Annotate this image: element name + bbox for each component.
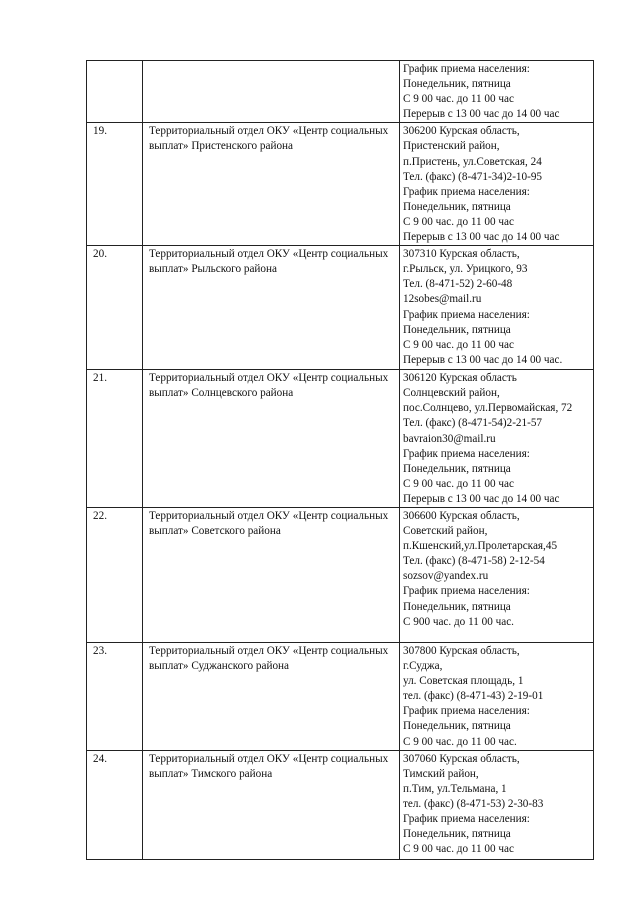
contact-line: С 9 00 час. до 11 00 час [403, 215, 514, 228]
table-row [87, 123, 594, 246]
office-contacts [400, 507, 594, 642]
office-contacts [400, 370, 594, 508]
contact-line: График приема населения: [403, 705, 530, 718]
contact-line: Понедельник, пятница [403, 720, 511, 733]
email-link[interactable]: 12sobes@mail.ru [403, 293, 482, 306]
row-number: 22. [87, 507, 143, 642]
contact-line: 306200 Курская область, [403, 125, 520, 138]
office-name: Территориальный отдел ОКУ «Центр социальных выплат» Советского района [143, 507, 400, 642]
contact-line: График приема населения: [403, 585, 530, 598]
contact-line: С 9 00 час. до 11 00 час [403, 93, 514, 106]
contact-line: Понедельник, пятница [403, 462, 511, 475]
office-name: Территориальный отдел ОКУ «Центр социальных выплат» Рыльского района [143, 246, 400, 370]
contact-line: г.Суджа, [403, 660, 443, 673]
contact-line: Тел. (факс) (8-471-58) 2-12-54 [403, 555, 545, 568]
offices-table [86, 60, 594, 860]
contact-line: График приема населения: [403, 308, 530, 321]
contact-line: Солнцевский район, [403, 387, 500, 400]
contact-line: Перерыв с 13 00 час до 14 00 час [403, 108, 560, 121]
contact-line: п.Тим, ул.Тельмана, 1 [403, 782, 507, 795]
office-name: Территориальный отдел ОКУ «Центр социальных выплат» Тимского района [143, 750, 400, 859]
contact-line: С 9 00 час. до 11 00 час [403, 843, 514, 856]
office-contacts [400, 61, 594, 123]
office-name: Территориальный отдел ОКУ «Центр социальных выплат» Суджанского района [143, 642, 400, 750]
contact-line: Понедельник, пятница [403, 78, 511, 91]
contact-line: Тел. (факс) (8-471-54)2-21-57 [403, 417, 543, 430]
row-number: 19. [87, 123, 143, 246]
contact-line: Советский район, [403, 525, 488, 538]
contact-line: Тимский район, [403, 767, 479, 780]
table-row [87, 370, 594, 508]
office-contacts [400, 246, 594, 370]
office-contacts [400, 750, 594, 859]
office-name: Территориальный отдел ОКУ «Центр социальных выплат» Солнцевского района [143, 370, 400, 508]
row-number: 23. [87, 642, 143, 750]
contact-line: ул. Советская площадь, 1 [403, 675, 524, 688]
contact-line: пос.Солнцево, ул.Первомайская, 72 [403, 402, 573, 415]
row-number: 21. [87, 370, 143, 508]
contact-line: Пристенский район, [403, 140, 500, 153]
contact-line: График приема населения: [403, 447, 530, 460]
contact-line: Понедельник, пятница [403, 828, 511, 841]
office-contacts [400, 642, 594, 750]
contact-line: Понедельник, пятница [403, 323, 511, 336]
email-link[interactable]: bavraion30@mail.ru [403, 432, 496, 445]
table-row [87, 61, 594, 123]
contact-line: Понедельник, пятница [403, 200, 511, 213]
contact-line: Тел. (факс) (8-471-34)2-10-95 [403, 170, 543, 183]
row-number [87, 61, 143, 123]
contact-line: Тел. (8-471-52) 2-60-48 [403, 278, 513, 291]
contact-line: С 9 00 час. до 11 00 час [403, 477, 514, 490]
row-number: 20. [87, 246, 143, 370]
table-row [87, 750, 594, 859]
contact-line: С 900 час. до 11 00 час. [403, 615, 514, 628]
contact-line: Перерыв с 13 00 час до 14 00 час [403, 231, 560, 244]
table-row [87, 642, 594, 750]
contact-line: График приема населения: [403, 185, 530, 198]
email-link[interactable]: sozsov@yandex.ru [403, 570, 489, 583]
contact-line: п.Кшенский,ул.Пролетарская,45 [403, 540, 558, 553]
contact-line: График приема населения: [403, 63, 530, 75]
table-row [87, 507, 594, 642]
contact-line: График приема населения: [403, 813, 530, 825]
contact-line: 307060 Курская область, [403, 752, 520, 765]
contact-line: 306120 Курская область [403, 372, 517, 385]
contact-line: С 9 00 час. до 11 00 час. [403, 735, 517, 748]
contact-line: тел. (факс) (8-471-53) 2-30-83 [403, 797, 544, 810]
table-row [87, 246, 594, 370]
contact-line: 307800 Курская область, [403, 644, 520, 657]
row-number: 24. [87, 750, 143, 859]
contact-line: п.Пристень, ул.Советская, 24 [403, 155, 542, 168]
office-name: Территориальный отдел ОКУ «Центр социальных выплат» Пристенского района [143, 123, 400, 246]
office-contacts [400, 123, 594, 246]
contact-line: 307310 Курская область, [403, 248, 520, 261]
contact-line: тел. (факс) (8-471-43) 2-19-01 [403, 690, 544, 703]
office-name [143, 61, 400, 123]
contact-line: Перерыв с 13 00 час до 14 00 час. [403, 353, 563, 366]
contact-line: г.Рыльск, ул. Урицкого, 93 [403, 263, 528, 276]
contact-line: С 9 00 час. до 11 00 час [403, 338, 514, 351]
contact-line: 306600 Курская область, [403, 509, 520, 522]
contact-line: Перерыв с 13 00 час до 14 00 час [403, 492, 560, 505]
contact-line: Понедельник, пятница [403, 600, 511, 613]
